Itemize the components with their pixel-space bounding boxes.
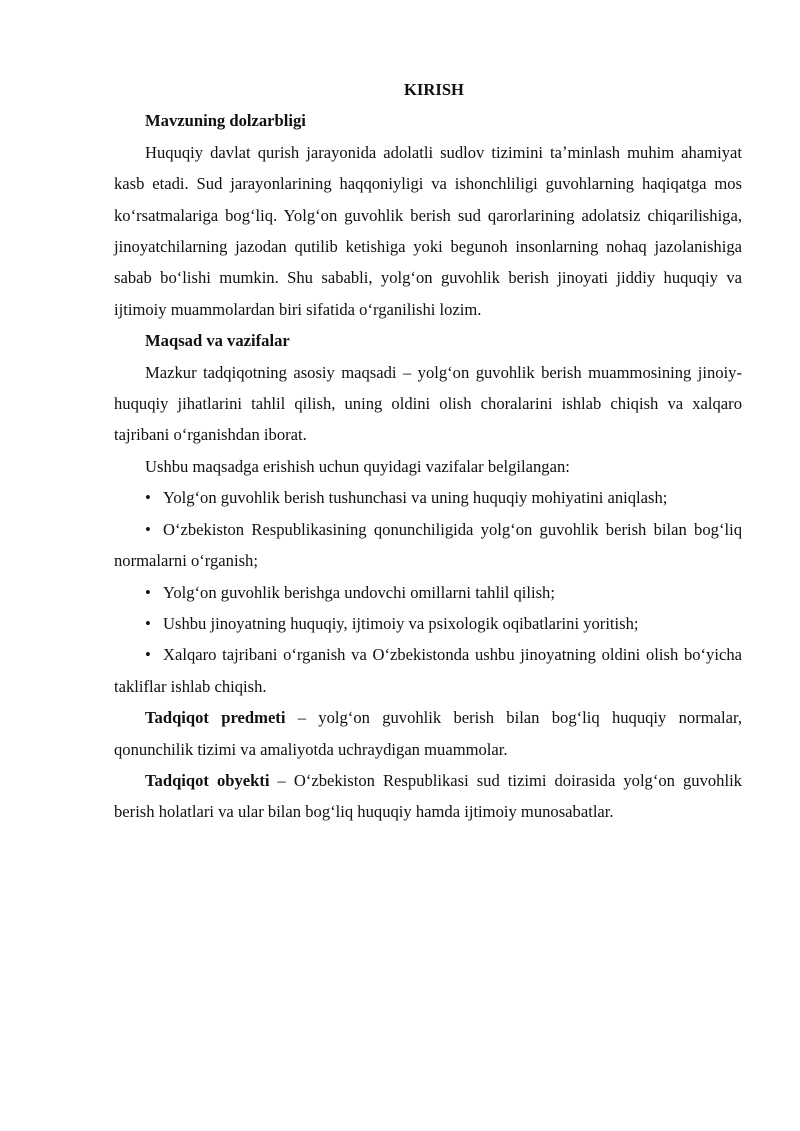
relevance-heading: Mavzuning dolzarbligi	[145, 111, 306, 131]
list-item	[114, 639, 742, 702]
bullet-icon: •	[145, 582, 151, 602]
list-item	[114, 482, 742, 513]
document-page	[114, 74, 742, 828]
object-text: – Oʻzbekiston Respublikasi sud tizimi doirasida yolgʻon guvohlik berish holatlari va ular bilan bogʻliq huquqiy hamda ijtimoiy munosabatlar.	[114, 770, 742, 822]
tasks-intro: Ushbu maqsadga erishish uchun quyidagi vazifalar belgilangan:	[145, 456, 570, 476]
subject-paragraph	[114, 702, 742, 765]
task-text: Xalqaro tajribani oʻrganish va Oʻzbekistonda ushbu jinoyatning oldini olish boʻyicha takliflar ishlab chiqish.	[114, 645, 742, 696]
document-title: KIRISH	[404, 80, 464, 99]
relevance-paragraph: Huquqiy davlat qurish jarayonida adolatli sudlov tizimini taʼminlash muhim ahamiyat kasb etadi. Sud jarayonlarining haqqoniyligi va ishonchliligi guvohlarning haqiqatga mos koʻrsatmalariga bogʻliq. Yolgʻon guvohlik berish sud qarorlarining adolatsiz chiqarilishiga, jinoyatchilarning jazodan qutilib ketishiga yoki begunoh insonlarning nohaq jazolanishiga sabab boʻlishi mumkin. Shu sababli, yolgʻon guvohlik berish jinoyati jiddiy huquqiy va ijtimoiy muammolardan biri sifatida oʻrganilishi lozim.	[114, 142, 742, 319]
object-paragraph	[114, 765, 742, 828]
list-item	[114, 608, 742, 639]
goals-paragraph: Mazkur tadqiqotning asosiy maqsadi – yolgʻon guvohlik berish muammosining jinoiy-huquqiy jihatlarini tahlil qilish, uning oldini olish choralarini ishlab chiqish va xalqaro tajribani oʻrganishdan iborat.	[114, 362, 742, 445]
task-text: Ushbu jinoyatning huquqiy, ijtimoiy va psixologik oqibatlarini yoritish;	[163, 613, 639, 633]
bullet-icon: •	[145, 488, 151, 508]
bullet-icon: •	[145, 645, 151, 665]
task-text: Oʻzbekiston Respublikasining qonunchiligida yolgʻon guvohlik berish bilan bogʻliq normalarni oʻrganish;	[114, 519, 742, 571]
list-item	[114, 514, 742, 577]
task-text: Yolgʻon guvohlik berish tushunchasi va uning huquqiy mohiyatini aniqlash;	[163, 488, 668, 508]
bullet-icon: •	[145, 519, 151, 539]
bullet-icon: •	[145, 613, 151, 633]
task-text: Yolgʻon guvohlik berishga undovchi omillarni tahlil qilish;	[163, 582, 555, 602]
list-item	[114, 577, 742, 608]
subject-label: Tadqiqot predmeti	[145, 708, 286, 728]
object-label: Tadqiqot obyekti	[145, 770, 270, 790]
tasks-list	[114, 482, 742, 702]
goals-heading: Maqsad va vazifalar	[145, 331, 290, 351]
subject-text: – yolgʻon guvohlik berish bilan bogʻliq huquqiy normalar, qonunchilik tizimi va amaliyotda uchraydigan muammolar.	[114, 708, 742, 759]
